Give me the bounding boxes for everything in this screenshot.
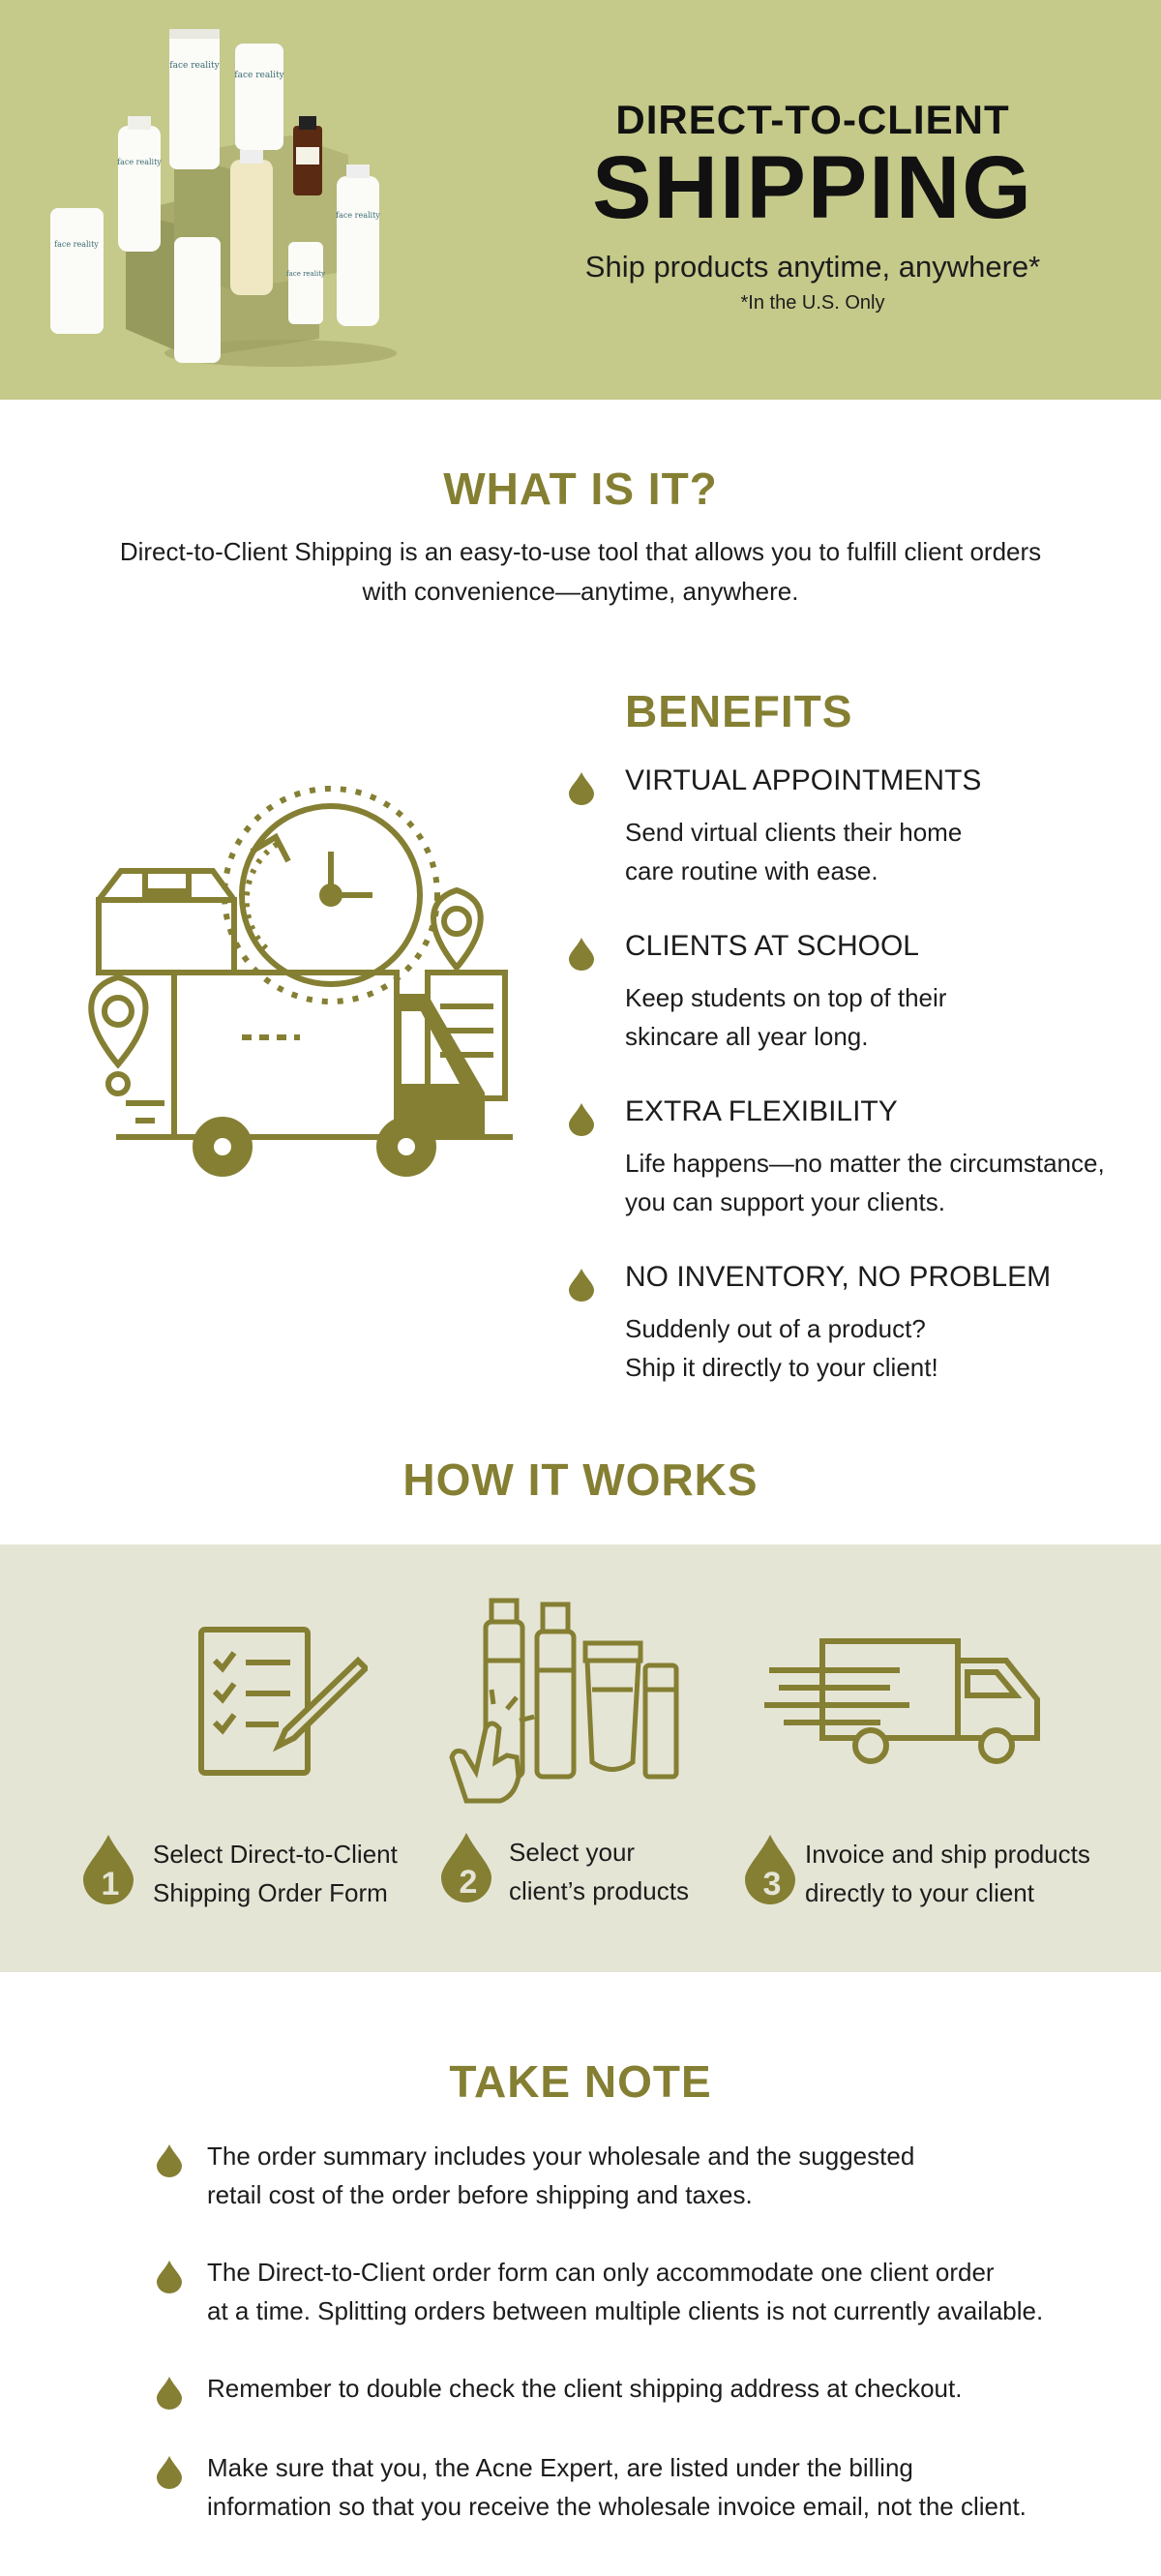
benefit-title: NO INVENTORY, NO PROBLEM — [625, 1261, 1052, 1293]
svg-text:face reality: face reality — [234, 71, 284, 80]
numbered-droplet-icon — [745, 1835, 795, 1904]
delivery-truck-illustration — [77, 774, 532, 1181]
note-text: The Direct-to-Client order form can only accommodate one client order at a time. Splitting orders between multiple clients is not currently available. — [207, 2258, 1044, 2325]
benefit-description: Suddenly out of a product? Ship it directly to your client! — [625, 1314, 938, 1382]
step-1 — [83, 1835, 412, 1912]
step-text: Invoice and ship products directly to your client — [805, 1840, 1090, 1907]
how-it-works-band — [0, 1544, 1161, 1972]
step-text: Select your client’s products — [509, 1838, 689, 1905]
note-text: The order summary includes your wholesale and the suggested retail cost of the order before shipping and taxes. — [207, 2142, 915, 2209]
hero-title-small: DIRECT-TO-CLIENT — [615, 97, 1010, 142]
checklist-pen-icon — [194, 1622, 368, 1777]
numbered-droplet-icon — [441, 1833, 491, 1902]
svg-text:face reality: face reality — [54, 240, 99, 249]
product-photo — [29, 19, 474, 387]
step-3 — [745, 1835, 1132, 1912]
svg-text:1: 1 — [101, 1866, 120, 1902]
benefit-title: VIRTUAL APPOINTMENTS — [625, 764, 982, 796]
benefit-description: Life happens—no matter the circumstance, you can support your clients. — [625, 1149, 1105, 1216]
benefit-description: Keep students on top of their skincare all year long. — [625, 983, 947, 1051]
droplet-icon — [157, 2261, 182, 2293]
products-hand-icon — [447, 1593, 689, 1806]
note-text: Make sure that you, the Acne Expert, are listed under the billing information so that you receive the wholesale invoice email, not the client. — [207, 2453, 1027, 2521]
hero-footnote: *In the U.S. Only — [740, 292, 885, 314]
hero-banner — [0, 0, 1161, 400]
note-text: Remember to double check the client shipping address at checkout. — [207, 2374, 963, 2403]
droplet-icon — [157, 2377, 182, 2410]
svg-text:3: 3 — [762, 1866, 782, 1902]
benefit-description: Send virtual clients their home care routine with ease. — [625, 818, 963, 885]
how-it-works-heading: HOW IT WORKS — [402, 1454, 759, 1505]
droplet-icon — [569, 938, 594, 971]
intro-text: Direct-to-Client Shipping is an easy-to-use tool that allows you to fulfill client orders with convenience—anytime, anywhere. — [119, 537, 1042, 606]
step-2 — [441, 1833, 751, 1910]
droplet-icon — [569, 1103, 594, 1136]
droplet-icon — [569, 772, 594, 805]
benefit-title: CLIENTS AT SCHOOL — [625, 930, 919, 962]
benefit-title: EXTRA FLEXIBILITY — [625, 1095, 898, 1127]
delivery-truck-icon — [764, 1632, 1045, 1767]
product-brand-text: face reality — [169, 61, 220, 71]
hero-title: SHIPPING — [592, 138, 1033, 237]
svg-text:face reality: face reality — [336, 211, 380, 220]
svg-text:face reality: face reality — [117, 158, 162, 166]
benefits-heading: BENEFITS — [625, 686, 853, 736]
droplet-icon — [569, 1269, 594, 1302]
take-note-heading: TAKE NOTE — [449, 2056, 712, 2107]
droplet-icon — [157, 2456, 182, 2489]
what-is-it-heading: WHAT IS IT? — [443, 464, 718, 514]
hero-subtitle: Ship products anytime, anywhere* — [584, 250, 1041, 284]
svg-text:face reality: face reality — [286, 270, 325, 278]
droplet-icon — [157, 2144, 182, 2177]
svg-text:2: 2 — [459, 1864, 478, 1901]
step-text: Select Direct-to-Client Shipping Order Form — [153, 1840, 398, 1907]
numbered-droplet-icon — [83, 1835, 134, 1904]
